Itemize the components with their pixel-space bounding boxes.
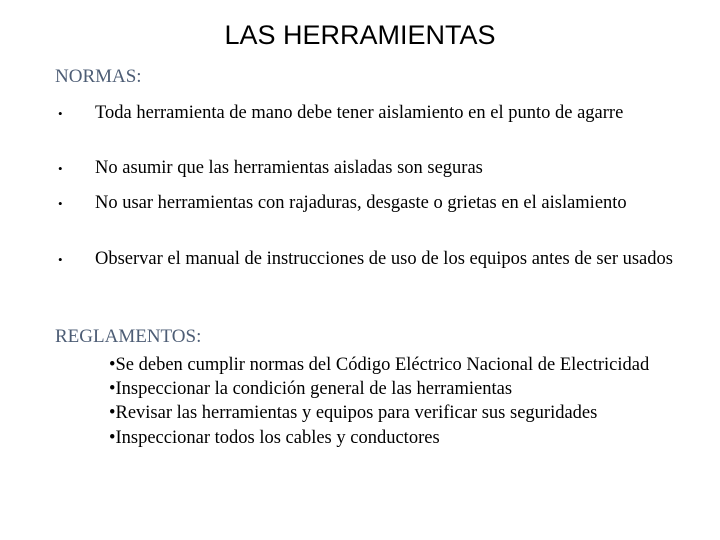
normas-item-text: No asumir que las herramientas aisladas son seguras [95, 158, 483, 178]
normas-item [58, 193, 698, 214]
normas-item-text: No usar herramientas con rajaduras, desgaste o grietas en el aislamiento [95, 193, 627, 213]
normas-item-text: Observar el manual de instrucciones de uso de los equipos antes de ser usados [95, 249, 673, 269]
normas-item [58, 249, 698, 270]
bullet-icon: • [58, 196, 63, 211]
slide-title: LAS HERRAMIENTAS [224, 20, 496, 50]
normas-heading: NORMAS: [55, 66, 142, 87]
normas-item [58, 158, 698, 179]
reglamentos-item: •Inspeccionar todos los cables y conductores [109, 427, 440, 448]
bullet-icon: • [58, 252, 63, 267]
reglamentos-heading: REGLAMENTOS: [55, 326, 202, 347]
reglamentos-item: •Revisar las herramientas y equipos para verificar sus seguridades [109, 403, 598, 424]
reglamentos-item: •Inspeccionar la condición general de las herramientas [109, 379, 513, 400]
bullet-icon: • [58, 161, 63, 176]
bullet-icon: • [58, 106, 63, 121]
normas-item-text: Toda herramienta de mano debe tener aislamiento en el punto de agarre [95, 103, 624, 123]
normas-item [58, 103, 698, 124]
reglamentos-item: •Se deben cumplir normas del Código Eléctrico Nacional de Electricidad [109, 355, 650, 375]
reglamentos-list [109, 353, 684, 450]
